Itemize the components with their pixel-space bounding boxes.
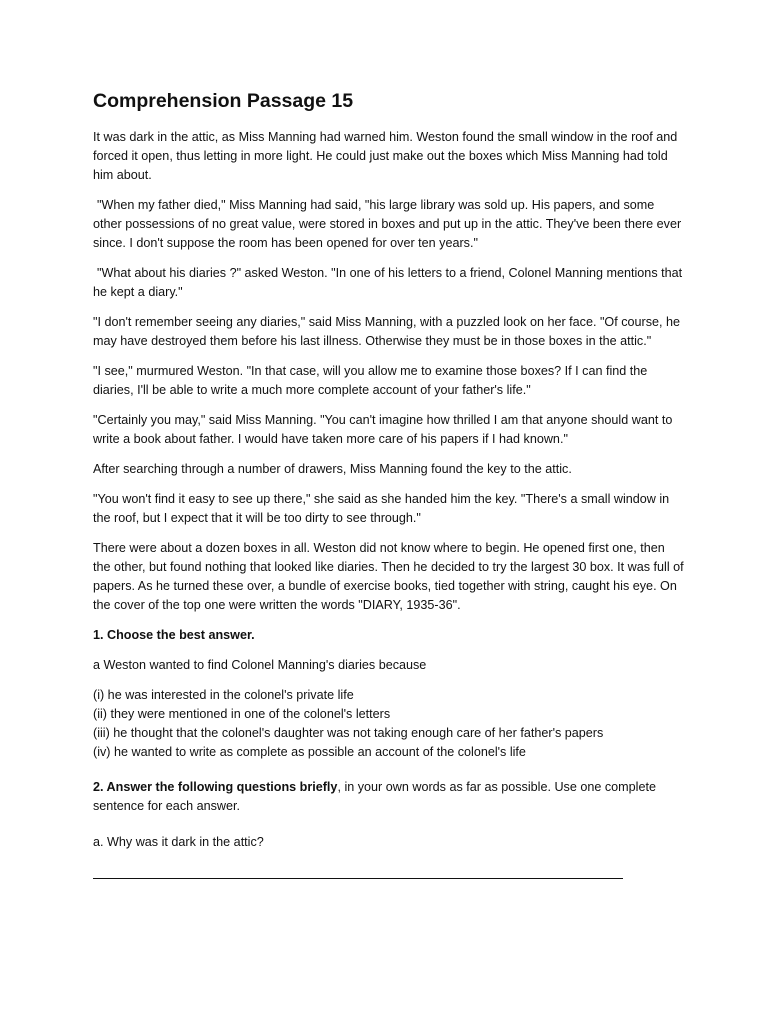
question-2-heading-rest: , in your own words as far as possible. Use one complete sentence for each answer. (93, 780, 656, 813)
passage-paragraph-6: "Certainly you may," said Miss Manning. "You can't imagine how thrilled I am that anyone should want to write a book about father. I would have taken more care of his papers if I had known." (93, 413, 673, 446)
question-1-option-iii: (iii) he thought that the colonel's daughter was not taking enough care of her father's papers (93, 726, 604, 740)
question-2a-text: a. Why was it dark in the attic? (93, 835, 264, 849)
question-1-option-iv: (iv) he wanted to write as complete as possible an account of the colonel's life (93, 745, 526, 759)
passage-paragraph-5: "I see," murmured Weston. "In that case, will you allow me to examine those boxes? If I can find the diaries, I'll be able to write a much more complete account of your father's life." (93, 364, 648, 397)
passage-paragraph-8: "You won't find it easy to see up there," she said as she handed him the key. "There's a small window in the roof, but I expect that it will be too dirty to see through." (93, 492, 670, 525)
passage-paragraph-9: There were about a dozen boxes in all. Weston did not know where to begin. He opened first one, then the other, but found nothing that looked like diaries. Then he decided to try the largest 30 box. It was full of papers. As he turned these over, a bundle of exercise books, tied together with string, caught his eye. On the cover of the top one were written the words "DIARY, 1935-36". (93, 541, 684, 612)
passage-paragraph-1: It was dark in the attic, as Miss Manning had warned him. Weston found the small window in the roof and forced it open, thus letting in more light. He could just make out the boxes which Miss Manning had told him about. (93, 130, 678, 182)
answer-line[interactable] (93, 878, 623, 879)
worksheet-page (93, 88, 685, 879)
question-2-heading-bold: 2. Answer the following questions briefly (93, 780, 338, 794)
passage-paragraph-7: After searching through a number of drawers, Miss Manning found the key to the attic. (93, 462, 572, 476)
question-1-option-ii: (ii) they were mentioned in one of the colonel's letters (93, 707, 391, 721)
question-1-options (93, 686, 685, 762)
question-1-heading: 1. Choose the best answer. (93, 628, 255, 642)
page-title: Comprehension Passage 15 (93, 90, 354, 112)
question-1-stem: a Weston wanted to find Colonel Manning's diaries because (93, 658, 427, 672)
passage-paragraph-2: "When my father died," Miss Manning had said, "his large library was sold up. His papers, and some other possessions of no great value, were stored in boxes and put up in the attic. They've been there ever since. I don't suppose the room has been opened for over ten years." (93, 198, 682, 250)
question-1-option-i: (i) he was interested in the colonel's private life (93, 688, 354, 702)
passage-paragraph-4: "I don't remember seeing any diaries," said Miss Manning, with a puzzled look on her face. "Of course, he may have destroyed them before his last illness. Otherwise they must be in those boxes in the attic." (93, 315, 681, 348)
passage-paragraph-3: "What about his diaries ?" asked Weston. "In one of his letters to a friend, Colonel Manning mentions that he kept a diary." (93, 266, 683, 299)
question-2-heading (93, 778, 685, 816)
